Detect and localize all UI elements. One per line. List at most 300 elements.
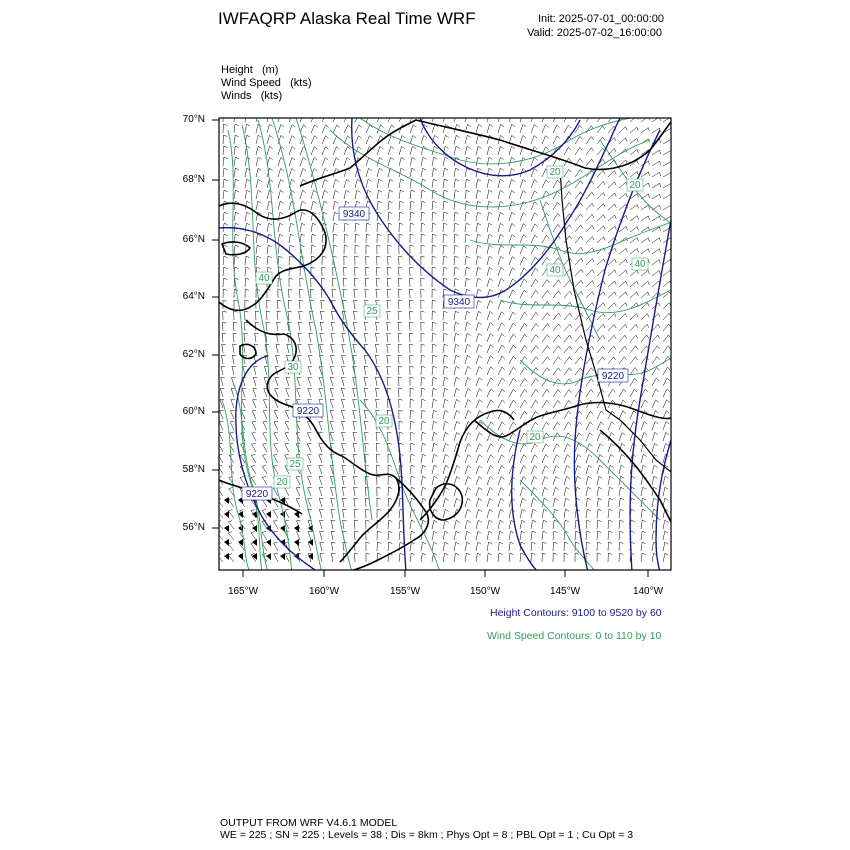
- wind-barb: [509, 553, 510, 562]
- wind-barb: [663, 205, 671, 210]
- wind-barb-flag: [513, 389, 516, 392]
- wind-barb: [641, 357, 646, 364]
- wind-barb: [597, 346, 603, 353]
- wind-barb-flag: [398, 344, 402, 345]
- wind-barb: [319, 509, 322, 518]
- wind-barb-flag: [292, 158, 295, 160]
- wind-barb: [399, 190, 400, 199]
- wind-barb-flag: [292, 136, 295, 139]
- wind-barb-flag: [269, 135, 272, 137]
- wind-barb: [465, 433, 468, 441]
- wind-barb-flag: [434, 509, 437, 511]
- wind-barb: [331, 542, 333, 551]
- wind-barb: [586, 303, 592, 309]
- wind-barb: [278, 223, 280, 232]
- wind-barb: [575, 520, 576, 529]
- wind-barb-flag: [647, 324, 649, 327]
- wind-barb: [487, 278, 490, 287]
- wind-barb-flag: [612, 400, 615, 403]
- wind-barb: [296, 477, 300, 485]
- wind-barb: [542, 531, 543, 540]
- wind-barb-flag: [433, 366, 437, 368]
- wind-barb: [619, 314, 625, 320]
- wind-barb-flag: [490, 334, 493, 337]
- wind-barb-flag: [479, 389, 482, 392]
- wind-barb-flag: [423, 465, 426, 467]
- wind-barb-flag: [666, 443, 669, 445]
- wind-barb: [597, 193, 603, 199]
- wind-barb: [229, 500, 234, 507]
- wind-barb: [375, 355, 377, 364]
- wind-barb: [564, 400, 569, 408]
- wind-barb: [542, 542, 543, 551]
- wind-barb: [564, 498, 566, 507]
- wind-barb: [387, 366, 388, 375]
- wind-barb: [586, 509, 587, 518]
- wind-barb: [217, 555, 223, 562]
- wind-barb-flag: [388, 223, 392, 224]
- wind-barb-flag: [614, 357, 616, 360]
- wind-barb-flag: [581, 280, 583, 284]
- wind-barb-flag: [234, 300, 238, 301]
- wind-barb: [432, 157, 434, 166]
- wind-barb: [509, 520, 511, 529]
- wind-barb-flag: [523, 191, 526, 193]
- wind-barb-flag: [665, 553, 668, 555]
- wind-barb: [354, 289, 355, 298]
- wind-barb-flag: [637, 160, 638, 164]
- wind-barb-flag: [445, 520, 448, 522]
- wind-barb: [230, 422, 234, 430]
- wind-barb-flag: [269, 113, 272, 115]
- wind-barb: [245, 212, 247, 221]
- wind-barb-flag: [331, 311, 335, 312]
- wind-barb: [520, 323, 525, 331]
- wind-barb: [354, 509, 355, 518]
- wind-barb: [388, 201, 389, 210]
- wind-label: [287, 458, 303, 470]
- wind-barb-flag: [645, 389, 648, 392]
- wind-barb: [387, 344, 388, 353]
- wind-barb-flag: [423, 168, 426, 170]
- wind-barb: [520, 224, 523, 232]
- wind-barb-flag: [603, 314, 605, 318]
- wind-barb-flag: [646, 367, 648, 370]
- wind-barb-flag: [581, 258, 583, 261]
- wind-barb-flag: [587, 509, 591, 511]
- wind-barb-flag: [269, 124, 272, 126]
- wind-barb: [289, 256, 290, 265]
- wind-barb-flag: [456, 531, 459, 533]
- wind-barb: [222, 322, 223, 331]
- wind-barb: [487, 190, 489, 199]
- wind-barb-flag: [234, 311, 238, 312]
- wind-barb: [520, 124, 523, 133]
- wind-barb-flag: [434, 542, 437, 544]
- wind-barb: [619, 553, 620, 562]
- wind-barb-flag: [375, 377, 379, 378]
- wind-barb-flag: [334, 234, 338, 236]
- wind-barb: [398, 355, 399, 364]
- wind-barb-flag: [500, 146, 503, 148]
- wind-barb-flag: [251, 553, 255, 554]
- wind-barb: [465, 355, 467, 364]
- wind-barb-flag: [581, 247, 583, 250]
- wind-barb: [454, 190, 455, 199]
- wind-barb-flag: [490, 488, 493, 490]
- wind-barb: [586, 498, 587, 507]
- wind-barb: [454, 267, 455, 276]
- wind-barb-flag: [523, 213, 526, 216]
- wind-barb: [354, 267, 355, 276]
- wind-barb: [597, 531, 598, 540]
- wind-barb: [245, 168, 247, 177]
- wind-barb-flag: [235, 168, 239, 170]
- wind-barb-flag: [614, 346, 616, 349]
- wind-barb-flag: [332, 300, 336, 301]
- wind-barb: [245, 278, 246, 287]
- wind-barb-flag: [400, 542, 404, 544]
- wind-barb: [331, 487, 333, 496]
- wind-barb: [320, 542, 322, 551]
- wind-barb-flag: [603, 137, 605, 140]
- wind-barb: [575, 368, 580, 375]
- wind-barb-flag: [637, 249, 638, 253]
- wind-barb: [364, 355, 366, 364]
- model-config: WE = 225 ; SN = 225 ; Levels = 38 ; Dis = 8km ; Phys Opt = 8 ; PBL Opt = 1 ; Cu Opt = 3: [220, 829, 634, 841]
- wind-barb-flag: [610, 465, 613, 467]
- wind-barb: [262, 477, 267, 485]
- wind-barb-flag: [257, 245, 261, 247]
- wind-barb-flag: [277, 322, 281, 323]
- wind-barb: [487, 334, 490, 342]
- wind-barb: [454, 421, 457, 430]
- wind-barb-flag: [343, 520, 347, 521]
- wind-barb: [296, 499, 300, 507]
- wind-barb: [454, 223, 455, 232]
- wind-barb-flag: [479, 356, 482, 358]
- wind-barb-flag: [603, 204, 605, 208]
- wind-barb-flag: [490, 345, 493, 348]
- wind-barb-flag: [603, 335, 605, 338]
- wind-barb: [322, 147, 325, 155]
- wind-barb: [454, 443, 457, 452]
- wind-barb: [597, 170, 603, 177]
- wind-barb-flag: [433, 201, 437, 203]
- wind-barb-flag: [379, 168, 382, 170]
- wind-barb-flag: [411, 454, 415, 456]
- wind-barb: [263, 422, 267, 430]
- wind-barb-flag: [524, 312, 527, 315]
- wind-barb-flag: [479, 367, 482, 370]
- wind-barb: [274, 521, 278, 529]
- wind-barb-flag: [488, 553, 492, 555]
- wind-barb-flag: [637, 205, 638, 209]
- wind-barb: [308, 499, 311, 507]
- wind-barb-flag: [500, 168, 503, 170]
- wind-barb-flag: [312, 245, 316, 247]
- wind-barb: [652, 270, 659, 276]
- wind-barb: [308, 378, 311, 386]
- wind-barb-flag: [246, 113, 250, 115]
- wind-barb-flag: [455, 223, 459, 225]
- alaska-peninsula: [346, 478, 428, 572]
- wind-barb: [342, 311, 344, 320]
- wind-barb-flag: [273, 465, 277, 466]
- wind-barb-flag: [501, 477, 504, 480]
- wind-barb-flag: [536, 335, 538, 338]
- wind-barb: [443, 465, 445, 474]
- wind-barb-flag: [534, 477, 537, 479]
- wind-barb-flag: [543, 531, 547, 533]
- wind-barb-flag: [659, 260, 660, 264]
- wind-barb-flag: [456, 168, 460, 170]
- wind-barb-flag: [455, 256, 459, 258]
- wind-barb-flag: [377, 256, 381, 257]
- wind-barb: [421, 135, 424, 144]
- wind-barb: [309, 344, 311, 353]
- wind-barb: [597, 215, 603, 221]
- field-winds-name: Winds: [221, 90, 252, 102]
- wind-barb: [286, 389, 289, 397]
- wind-barb-flag: [581, 225, 583, 228]
- wind-barb: [234, 135, 235, 144]
- wind-barb: [256, 168, 258, 177]
- wind-barb: [520, 498, 522, 507]
- wind-barb-flag: [348, 114, 351, 117]
- wind-barb-flag: [512, 135, 515, 137]
- wind-barb: [341, 399, 344, 408]
- wind-barb-flag: [569, 158, 572, 161]
- wind-barb-flag: [568, 422, 571, 425]
- wind-barb: [498, 378, 502, 386]
- wind-barb: [322, 158, 325, 166]
- wind-barb-flag: [376, 399, 380, 400]
- wind-barb: [630, 378, 635, 386]
- wind-barb-flag: [269, 223, 272, 225]
- wind-barb-flag: [247, 190, 250, 192]
- wind-barb-flag: [536, 301, 539, 304]
- wind-barb: [531, 477, 534, 485]
- wind-barb-flag: [590, 422, 593, 425]
- wind-barb: [319, 444, 322, 452]
- wind-barb-flag: [609, 498, 613, 500]
- wind-barb: [663, 542, 665, 551]
- wind-barb: [256, 190, 258, 199]
- wind-barb: [388, 157, 391, 166]
- wind-barb: [476, 157, 478, 166]
- wind-barb: [399, 212, 400, 221]
- wind-barb: [476, 487, 479, 496]
- wind-barb: [597, 181, 603, 188]
- wind-barb: [289, 234, 290, 243]
- wind-barb-flag: [570, 346, 572, 349]
- wind-barb: [465, 388, 468, 397]
- wind-barb: [355, 179, 357, 188]
- wind-barb-flag: [603, 357, 605, 360]
- wind-barb-flag: [432, 234, 436, 235]
- wind-barb: [663, 476, 665, 485]
- wind-barb-flag: [532, 542, 536, 544]
- wind-barb: [343, 289, 344, 298]
- wind-barb-flag: [414, 114, 417, 117]
- wind-contour-legend: Wind Speed Contours: 0 to 110 by 10: [487, 630, 662, 642]
- wind-barb: [608, 171, 614, 177]
- wind-barb: [476, 520, 478, 529]
- wind-barb: [652, 476, 654, 485]
- wind-barb-flag: [534, 147, 537, 150]
- wind-barb: [520, 531, 521, 540]
- wind-barb-flag: [303, 114, 306, 117]
- wind-barb-flag: [368, 179, 371, 181]
- wind-barb: [333, 147, 336, 155]
- wind-barb-flag: [434, 421, 437, 423]
- wind-barb-flag: [654, 509, 658, 511]
- wind-barb-flag: [466, 234, 470, 236]
- wind-barb-flag: [546, 433, 549, 436]
- wind-barb-flag: [258, 223, 261, 225]
- wind-barb-flag: [445, 465, 448, 467]
- wind-barb-flag: [466, 245, 470, 247]
- wind-barb-flag: [411, 190, 415, 192]
- wind-barb: [476, 212, 478, 221]
- wind-barb: [364, 432, 366, 441]
- wind-barb-flag: [658, 313, 660, 317]
- wind-contour: [232, 380, 268, 572]
- wind-barb: [443, 443, 445, 452]
- wind-barb-flag: [354, 531, 358, 532]
- wind-barb-flag: [400, 553, 404, 555]
- wind-barb-flag: [626, 248, 627, 252]
- wind-barb-flag: [398, 278, 402, 279]
- wind-label: [285, 361, 301, 373]
- wind-barb-flag: [467, 135, 470, 137]
- wind-barb-flag: [489, 531, 492, 533]
- wind-barb-flag: [546, 191, 549, 194]
- wind-barb: [366, 157, 369, 166]
- wind-barb-flag: [660, 172, 661, 176]
- wind-barb-pennant: [224, 525, 229, 532]
- wind-barb-flag: [355, 553, 359, 554]
- wind-barb: [531, 378, 536, 386]
- svg-text:40: 40: [258, 273, 270, 284]
- wind-barb: [443, 135, 445, 144]
- wind-barb: [377, 157, 380, 166]
- wind-barb-flag: [241, 443, 245, 444]
- wind-barb: [308, 488, 311, 496]
- wind-barb: [564, 411, 569, 419]
- wind-barb-flag: [654, 454, 657, 456]
- wind-barb-flag: [228, 521, 232, 522]
- wind-barb: [487, 542, 489, 551]
- wind-barb: [410, 443, 411, 452]
- wind-barb: [454, 410, 457, 419]
- svg-text:20: 20: [276, 477, 288, 488]
- wind-barb: [542, 444, 546, 452]
- wind-barb: [498, 422, 502, 430]
- wind-barb: [498, 509, 500, 518]
- wind-label: [364, 305, 380, 317]
- wind-barb-flag: [502, 356, 505, 359]
- wind-barb-flag: [279, 267, 283, 269]
- wind-barb: [476, 553, 477, 562]
- wind-barb-flag: [434, 157, 437, 159]
- wind-barb: [387, 289, 388, 298]
- wind-barb-flag: [336, 158, 339, 161]
- wind-barb-flag: [660, 183, 661, 187]
- wind-barb-flag: [525, 334, 528, 337]
- wind-barb: [575, 465, 578, 474]
- wind-barb-flag: [535, 422, 538, 425]
- wind-barb-flag: [421, 355, 425, 356]
- wind-barb-flag: [603, 324, 605, 328]
- wind-barb: [619, 226, 626, 232]
- wind-barb: [274, 444, 278, 452]
- wind-barb-flag: [424, 114, 427, 117]
- wind-barb: [266, 311, 267, 320]
- wind-barb: [487, 367, 491, 375]
- height-contour: [574, 130, 660, 572]
- wind-barb: [454, 322, 455, 331]
- wind-barb-flag: [581, 291, 583, 295]
- wind-barb-flag: [468, 498, 471, 500]
- wind-barb-flag: [365, 278, 369, 279]
- wind-barb-flag: [233, 322, 237, 323]
- wind-barb-flag: [597, 542, 601, 543]
- wind-barb-flag: [235, 146, 239, 148]
- wind-barb-flag: [489, 234, 492, 236]
- wind-barb: [364, 388, 366, 397]
- wind-barb-flag: [411, 520, 415, 522]
- wind-barb: [542, 268, 547, 276]
- wind-barb: [234, 245, 235, 254]
- wind-barb-flag: [455, 322, 459, 324]
- wind-barb: [354, 278, 355, 287]
- wind-barb-flag: [399, 421, 403, 422]
- wind-barb: [274, 554, 278, 562]
- wind-barb: [465, 476, 468, 485]
- wind-barb: [641, 553, 642, 562]
- wind-barb: [264, 389, 267, 397]
- wind-barb: [564, 465, 567, 474]
- wind-barb: [498, 553, 499, 562]
- wind-barb-flag: [392, 114, 395, 117]
- wind-barb: [307, 444, 311, 452]
- wind-barb-flag: [468, 444, 471, 447]
- wind-barb-flag: [502, 455, 505, 458]
- wind-barb: [454, 399, 456, 408]
- wind-barb: [487, 444, 491, 452]
- wind-barb-flag: [479, 411, 482, 414]
- wind-barb: [285, 444, 289, 452]
- wind-barb-flag: [258, 146, 261, 148]
- wind-barb: [344, 147, 347, 155]
- wind-barb: [652, 443, 655, 452]
- wind-barb: [432, 355, 433, 364]
- wind-barb-flag: [569, 169, 572, 172]
- wind-barb: [298, 322, 300, 331]
- wind-barb-flag: [580, 114, 583, 117]
- wind-barb-flag: [536, 400, 539, 403]
- wind-barb-flag: [222, 322, 226, 323]
- wind-barb: [387, 355, 388, 364]
- wind-barb-flag: [410, 377, 414, 378]
- wind-barb: [564, 335, 570, 342]
- wind-barb-flag: [334, 223, 338, 225]
- wind-barb-flag: [557, 433, 560, 436]
- wind-barb: [308, 366, 311, 375]
- wind-barb-flag: [610, 476, 613, 478]
